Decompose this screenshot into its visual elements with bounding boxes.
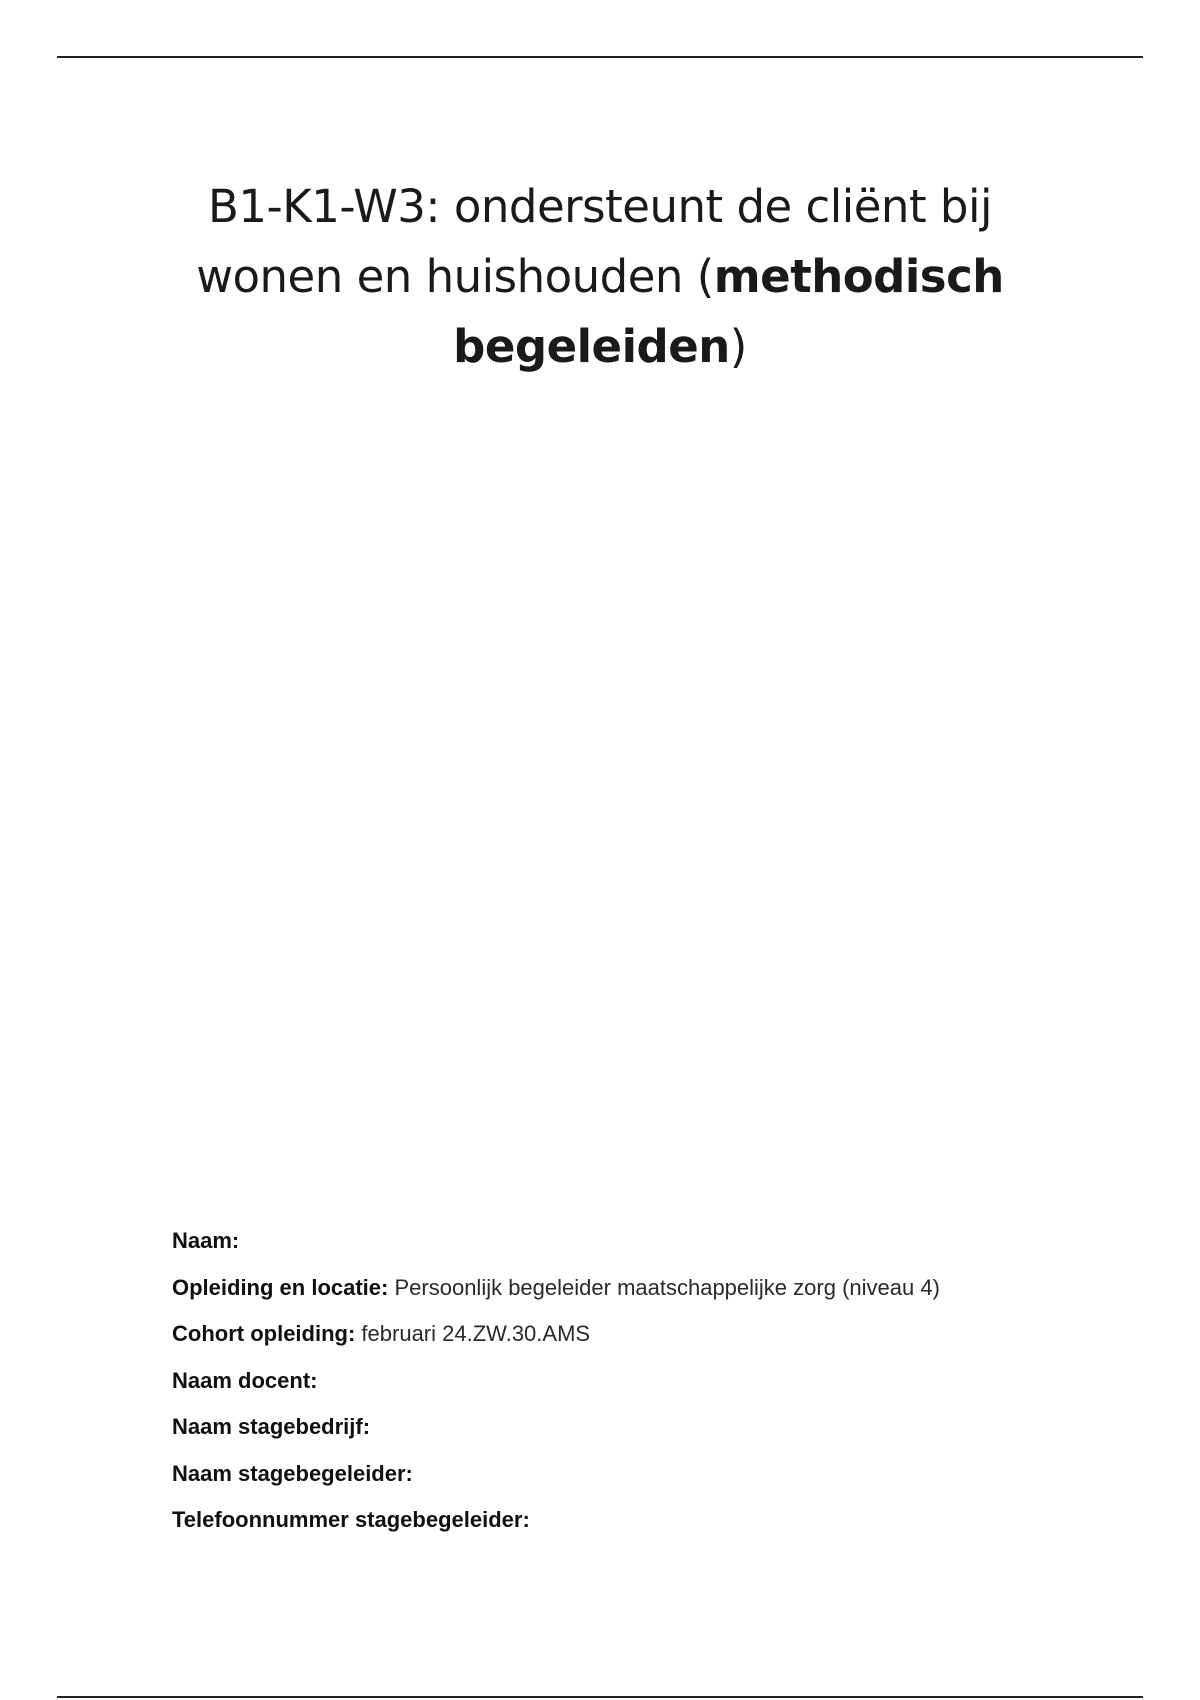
field-cohort-opleiding xyxy=(172,1311,1132,1358)
title-text: B1-K1-W3: ondersteunt de cliënt bij wonen en huishouden ( xyxy=(196,180,992,303)
field-label: Naam stagebegeleider: xyxy=(172,1460,413,1486)
field-naam-docent xyxy=(172,1358,1132,1405)
student-info-block xyxy=(172,1218,1132,1544)
field-value: februari 24.ZW.30.AMS xyxy=(361,1321,591,1346)
footer-rule xyxy=(57,1696,1143,1698)
field-telefoonnummer-stagebegeleider xyxy=(172,1497,1132,1544)
field-label: Opleiding en locatie: xyxy=(172,1274,389,1300)
field-label: Naam stagebedrijf: xyxy=(172,1414,371,1439)
title-closing-text: ) xyxy=(729,320,747,373)
field-label: Naam docent: xyxy=(172,1367,318,1393)
field-opleiding-locatie xyxy=(172,1265,1132,1312)
header-rule xyxy=(57,56,1143,58)
field-naam-stagebedrijf xyxy=(172,1404,1132,1451)
document-title xyxy=(150,172,1050,382)
title-bold-text: methodisch begeleiden xyxy=(453,250,1004,373)
field-naam xyxy=(172,1218,1132,1265)
field-label: Cohort opleiding: xyxy=(172,1321,356,1346)
field-value: Persoonlijk begeleider maatschappelijke zorg (niveau 4) xyxy=(394,1274,940,1300)
field-naam-stagebegeleider xyxy=(172,1451,1132,1498)
field-label: Naam: xyxy=(172,1228,240,1253)
field-label: Telefoonnummer stagebegeleider: xyxy=(172,1507,530,1532)
